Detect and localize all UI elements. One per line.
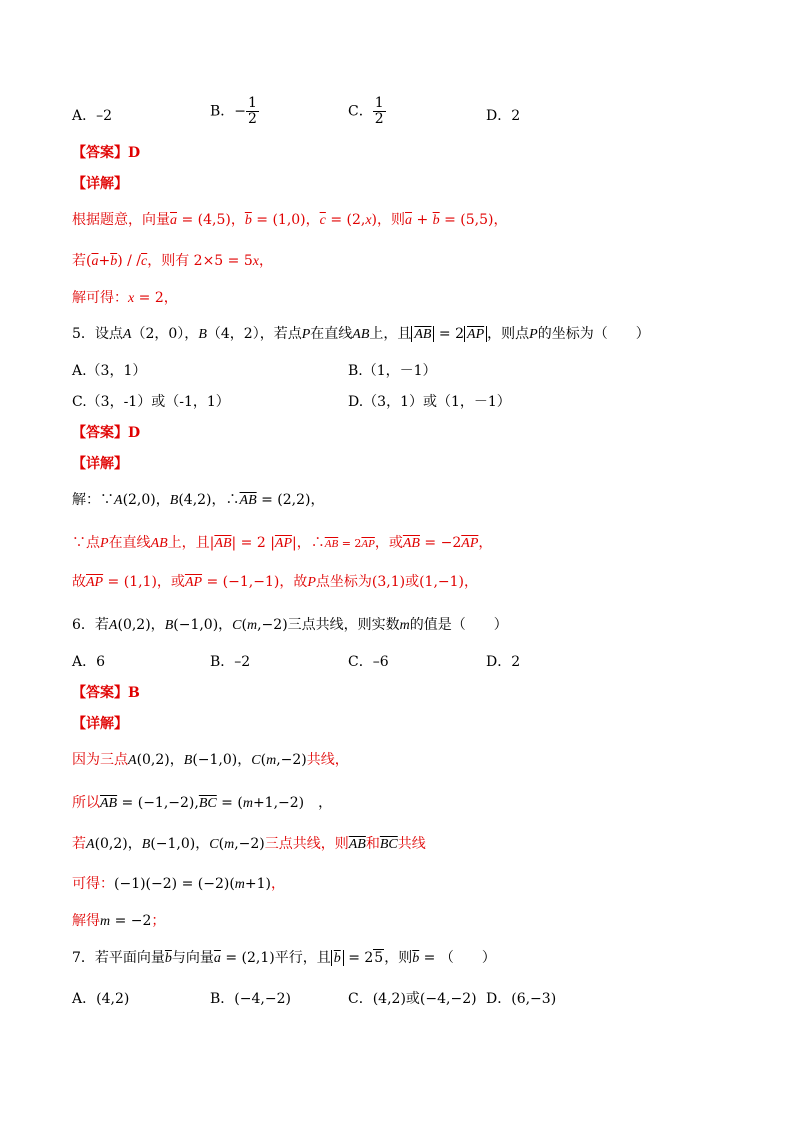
q4-option-c[interactable] xyxy=(348,96,386,127)
q7-option-d[interactable]: D．(6,−3) xyxy=(486,991,557,1007)
q6-stem: 6．若A(0,2)，B(−1,0)，C(m,−2)三点共线，则实数m的值是（ ） xyxy=(72,617,508,633)
q5-option-d[interactable]: D.（3，1）或（1，－1） xyxy=(348,394,511,410)
q4-option-d[interactable] xyxy=(486,106,520,126)
q6-option-a[interactable]: A．6 xyxy=(72,654,106,670)
q5-option-a[interactable]: A.（3，1） xyxy=(72,363,147,379)
q6-solution-line-3: 若A(0,2)，B(−1,0)，C(m,−2)三点共线，则$\overline{AB}$和$\overline{BC}$共线 xyxy=(72,836,426,852)
fraction xyxy=(246,96,259,127)
q4-option-a[interactable] xyxy=(72,106,112,126)
q4-solution-line-2: 若$(\overline{a}+\overline{b}) / /\overline{c}$，则有 2×5 = 5x， xyxy=(72,253,273,269)
q6-option-d[interactable]: D．2 xyxy=(486,654,521,670)
q6-answer: 【答案】B xyxy=(72,685,140,701)
q6-solution-line-5: 解得m = −2； xyxy=(72,913,166,929)
q7-option-a[interactable]: A．(4,2) xyxy=(72,991,130,1007)
denominator: 2 xyxy=(374,111,384,127)
q6-solution-line-4: 可得：(−1)(−2) = (−2)(m+1)， xyxy=(72,876,286,892)
q5-stem: 5．设点A（2，0），B（4，2），若点P在直线AB上，且 $\overline{AB} = 2$ $\overline{AP}$ ，则点P的坐标为（ ） xyxy=(72,326,650,342)
q5-answer: 【答案】D xyxy=(72,425,141,441)
numerator: 1 xyxy=(248,95,257,111)
q6-option-b[interactable]: B．–2 xyxy=(210,654,251,670)
q5-detail-heading: 【详解】 xyxy=(72,456,128,472)
q4-answer: 【答案】D xyxy=(72,145,141,161)
q7-stem: 7．若平面向量$\overline{b}$与向量$\overline{a} = (2,1)$平行，且 $\overline{b} = 25$，则$\overline{b}$ = （ ） xyxy=(72,950,496,966)
q5-option-c[interactable]: C.（3，-1）或（-1，1） xyxy=(72,394,230,410)
numerator: 1 xyxy=(374,95,384,111)
q7-option-c[interactable]: C．(4,2)或(−4,−2) xyxy=(348,991,477,1007)
q4-solution-line-1: 根据题意，向量$\overline{a} = (4,5)$，$\overline{b} = (1,0)$，$\overline{c} = (2,x)$，则$\overline{a} + \overline{b} = (5,5)$， xyxy=(72,212,508,228)
q6-solution-line-2: 所以$\overline{AB} = (-1,-2),\overline{BC} = (m+1,-2)$ ， xyxy=(72,795,333,811)
q7-option-b[interactable]: B．(−4,−2) xyxy=(210,991,291,1007)
denominator: 2 xyxy=(248,111,257,127)
q5-solution-line-2: ∵点P在直线AB上，且$|\overline{AB}| = 2$ $|\overline{AP}|$，$\therefore\overline{AB} = 2\overline{AP}$，或$\overline{AB} = -2\overline{AP}$， xyxy=(72,535,493,551)
fraction xyxy=(373,96,386,127)
q6-detail-heading: 【详解】 xyxy=(72,716,128,732)
q4-option-b[interactable] xyxy=(210,96,259,127)
q6-option-c[interactable]: C．–6 xyxy=(348,654,389,670)
minus-sign: − xyxy=(234,103,247,120)
option-label: B． xyxy=(210,103,235,120)
q5-solution-line-3: 故$\overline{AP} = (1,1)$，或$\overline{AP} = (-1,-1)$，故P点坐标为(3,1)或(1,−1)， xyxy=(72,574,479,590)
q4-solution-line-3: 解可得：x = 2， xyxy=(72,290,178,306)
option-label: D． xyxy=(486,108,512,124)
q5-option-b[interactable]: B.（1，－1） xyxy=(348,363,437,379)
option-label: A． xyxy=(72,108,97,124)
q4-detail-heading: 【详解】 xyxy=(72,176,128,192)
option-label: C． xyxy=(348,103,373,120)
q6-solution-line-1: 因为三点A(0,2)，B(−1,0)，C(m,−2)共线， xyxy=(72,752,349,768)
option-value: 2 xyxy=(511,108,521,124)
option-value: –2 xyxy=(96,108,113,124)
q5-solution-line-1: 解：∵A(2,0)，B(4,2)，$\therefore\overline{AB} = (2,2)$， xyxy=(72,492,325,508)
